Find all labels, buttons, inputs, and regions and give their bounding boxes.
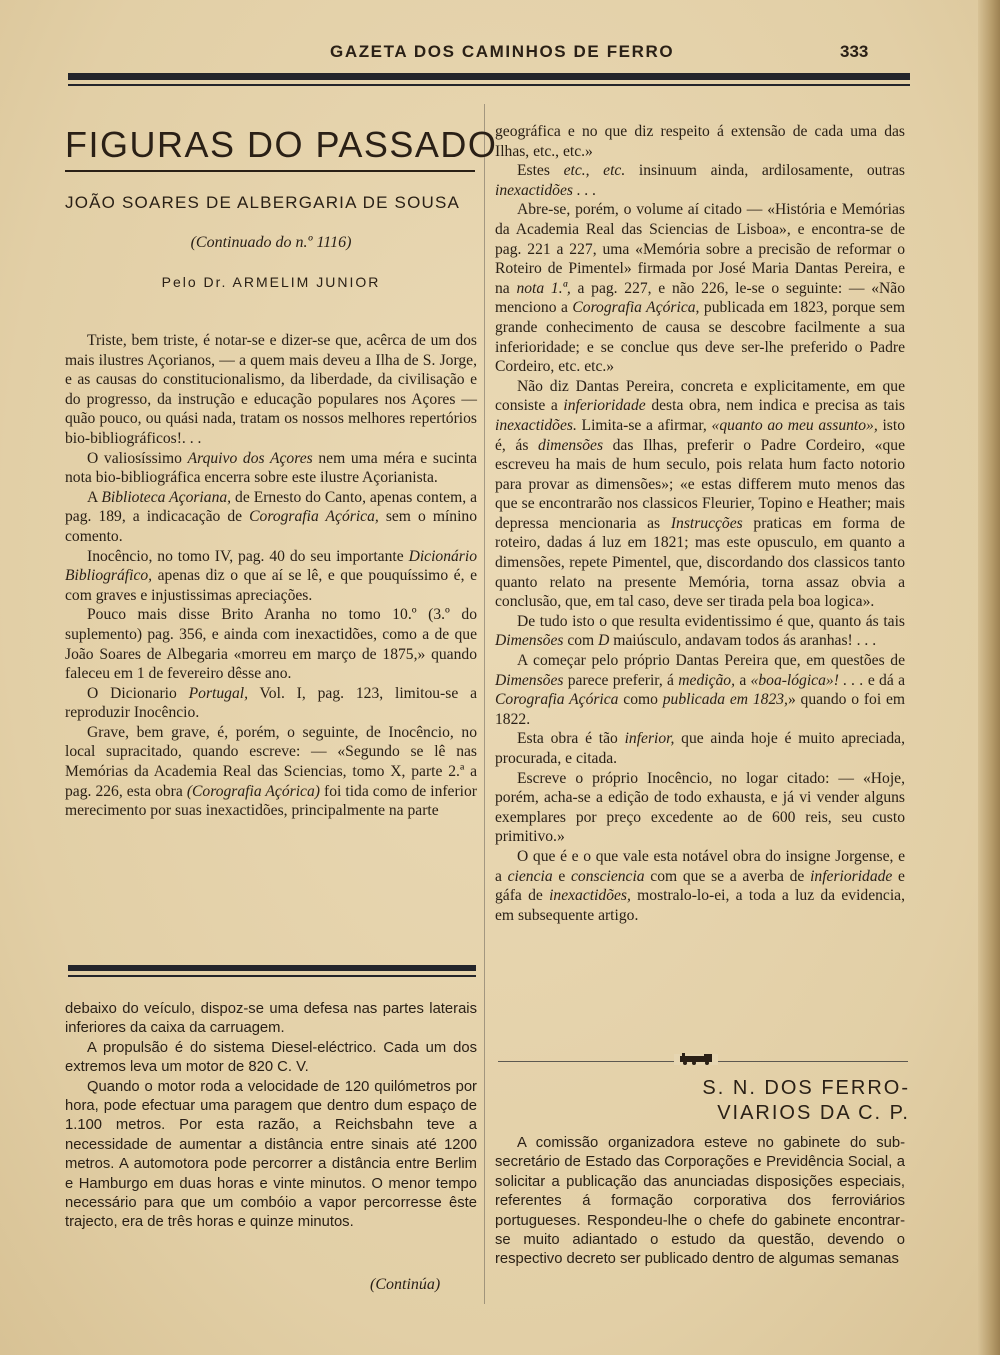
column-divider	[484, 104, 485, 1304]
page-number: 333	[840, 42, 869, 61]
section-rule-thin	[68, 975, 476, 977]
paragraph: Escreve o próprio Inocêncio, no logar citado: — «Hoje, porém, acha-se a edição de todo exhausta, e já vi vender alguns exemplares por preço excedente ao de 600 reis, seu custo primitivo.»	[495, 769, 905, 846]
right-column-body	[495, 122, 905, 925]
paragraph: geográfica e no que diz respeito á extensão de cada uma das Ilhas, etc., etc.»	[495, 123, 905, 160]
header-rule-thin	[68, 84, 910, 86]
journal-title: GAZETA DOS CAMINHOS DE FERRO	[330, 42, 675, 61]
paragraph: O que é e o que vale esta notável obra do insigne Jorgense, e a ciencia e consciencia com que se a averba de inferioridade e gáfa de inexactidões, mostralo-lo-ei, a toda a luz da evidencia, em subsequente artigo.	[495, 847, 905, 924]
paragraph: A começar pelo próprio Dantas Pereira que, em questões de Dimensões parece preferir, á medição, a «boa-lógica»! . . . e dá a Corografia Açórica como publicada em 1823,» quando o foi em 1822.	[495, 652, 905, 728]
continued-note: (Continuado do n.º 1116)	[190, 234, 352, 251]
section-heading	[650, 1076, 910, 1126]
section-heading-line2: VIARIOS DA C. P.	[717, 1102, 910, 1124]
paragraph: A Biblioteca Açoriana, de Ernesto do Canto, apenas contem, a pag. 189, a indicacação de Corografia Açórica, sem o mínino comento.	[65, 488, 478, 545]
continued-marker: (Continúa)	[370, 1276, 441, 1293]
paragraph: Grave, bem grave, é, porém, o seguinte, de Inocêncio, no local supracitado, quando escreve: — «Segundo se lê nas Memórias da Academia Real das Sciencias, tomo X, parte 2.ª a pag. 226, esta obra (Corografia Açórica) foi tida como de inferior merecimento por suas inexactidões, principalmente na parte	[65, 723, 477, 820]
lower-left-article	[65, 1000, 477, 1233]
paragraph: Pouco mais disse Brito Aranha no tomo 10.º (3.º do suplemento) pag. 356, e ainda com inexactidões, como a de que João Soares de Albegaria «morreu em março de 1875,» quando faleceu em 1 de fevereiro dêsse ano.	[65, 606, 477, 683]
title-underline	[65, 170, 475, 172]
running-header	[68, 40, 908, 70]
paragraph: De tudo isto o que resulta evidentissimo é que, quanto ás tais Dimensões com D maiúsculo, andavam todos ás aranhas! . . .	[495, 612, 905, 650]
paragraph: Abre-se, porém, o volume aí citado — «História e Memórias da Academia Real das Sciencias de Lisboa», e encontra-se de pag. 221 a 227, uma «Memória sobre a precisão de reformar o Roteiro de Pimentel» firmada por José Maria Dantas Pereira, e na nota 1.ª, a pag. 227, e não 226, le-se o seguinte: — «Não menciono a Corografia Açórica, publicada em 1823, porque sem grande conhecimento de causa se descobre facilmente a sua inferioridade; e se conclue qus deve ser-lhe preferido o Padre Cordeiro, etc. etc.»	[495, 201, 905, 376]
paragraph: Quando o motor roda a velocidade de 120 quilómetros por hora, pode efectuar uma paragem que dentro dum espaço de 1.100 metros. Por esta razão, a Reichsbahn teve a necessidade de aumentar a distância entre sinais até 1200 metros. A automotora pode percorrer a distância entre Berlim e Hamburgo em duas horas e vinte minutos. O menor tempo necessário para que um combóio a vapor percorresse êste trajecto, era de três horas e quinze minutos.	[65, 1078, 477, 1231]
paragraph: A propulsão é do sistema Diesel-eléctrico. Cada um dos extremos leva um motor de 820 C. V.	[65, 1039, 477, 1076]
paragraph: Inocêncio, no tomo IV, pag. 40 do seu importante Dicionário Bibliográfico, apenas diz o que aí se lê, e que pouquíssimo é, e com graves e injustissimas apreciações.	[65, 547, 477, 604]
paragraph: Não diz Dantas Pereira, concreta e explicitamente, em que consiste a inferioridade desta obra, nem indica e precisa as tais inexactidões. Limita-se a afirmar, «quanto ao meu assunto», isto é, ás dimensões das Ilhas, preferir o Padre Cordeiro, «que escreveu ha mais de hum seculo, pois relata hum facto notorio para provar as dimensões»; «e estas differem muto menos das que se encontrarão nos classicos Fleurier, Topino e Heather; mais depressa mencionaria as Instrucções praticas em forma de roteiro, dadas á luz em 1821; mas este opusculo, em quanto a dimensões, repete Pimentel, que, discordando dos classicos tanto quanto relato na presente Memória, torna assaz obvia a conclusão, que, em tal caso, deve ser tirada pela boa logica».	[495, 377, 905, 611]
article-subtitle: JOÃO SOARES DE ALBERGARIA DE SOUSA	[65, 193, 461, 212]
paragraph: O valiosíssimo Arquivo dos Açores nem uma méra e sucinta nota bio-bibliográfica encerra sobre este ilustre Açorianista.	[65, 449, 477, 487]
paragraph: Triste, bem triste, é notar-se e dizer-se que, acêrca de um dos mais ilustres Açorianos, — a quem mais deveu a Ilha de S. Jorge, e as causas do constitucionalismo, da liberdade, da civilisação e do progresso, da instrução e educação populares nos Açores — quão pouco, ou quási nada, tratam os nossos melhores repertórios bio-bibliográficos!. . .	[65, 332, 477, 447]
section-body	[495, 1134, 905, 1270]
paragraph: debaixo do veículo, dispoz-se uma defesa nas partes laterais inferiores da caixa da carruagem.	[65, 1001, 477, 1037]
left-column-body	[65, 331, 477, 821]
locomotive-ornament-icon	[674, 1052, 718, 1066]
page-edge-shadow	[978, 0, 1000, 1355]
paragraph: O Dicionario Portugal, Vol. I, pag. 123, limitou-se a reproduzir Inocêncio.	[65, 684, 477, 722]
article-author: Pelo Dr. ARMELIM JUNIOR	[161, 274, 381, 290]
paragraph: Estes etc., etc. insinuum ainda, ardilosamente, outras inexactidões . . .	[495, 162, 905, 199]
article-title: FIGURAS DO PASSADO	[65, 124, 498, 165]
header-rule-heavy	[68, 73, 910, 80]
paragraph: A comissão organizadora esteve no gabinete do sub-secretário de Estado das Corporações e Previdência Social, a solicitar a publicação das anunciadas disposições especiais, referentes á formação corporativa dos ferroviários portugueses. Respondeu-lhe o chefe do gabinete encontrar-se muito adiantado o estudo da questão, devendo o respectivo decreto ser publicado dentro de algumas semanas	[495, 1135, 905, 1268]
paragraph: Esta obra é tão inferior, que ainda hoje é muito apreciada, procurada, e citada.	[495, 730, 905, 767]
section-heading-line1: S. N. DOS FERRO-	[702, 1077, 910, 1099]
section-rule-heavy	[68, 965, 476, 971]
